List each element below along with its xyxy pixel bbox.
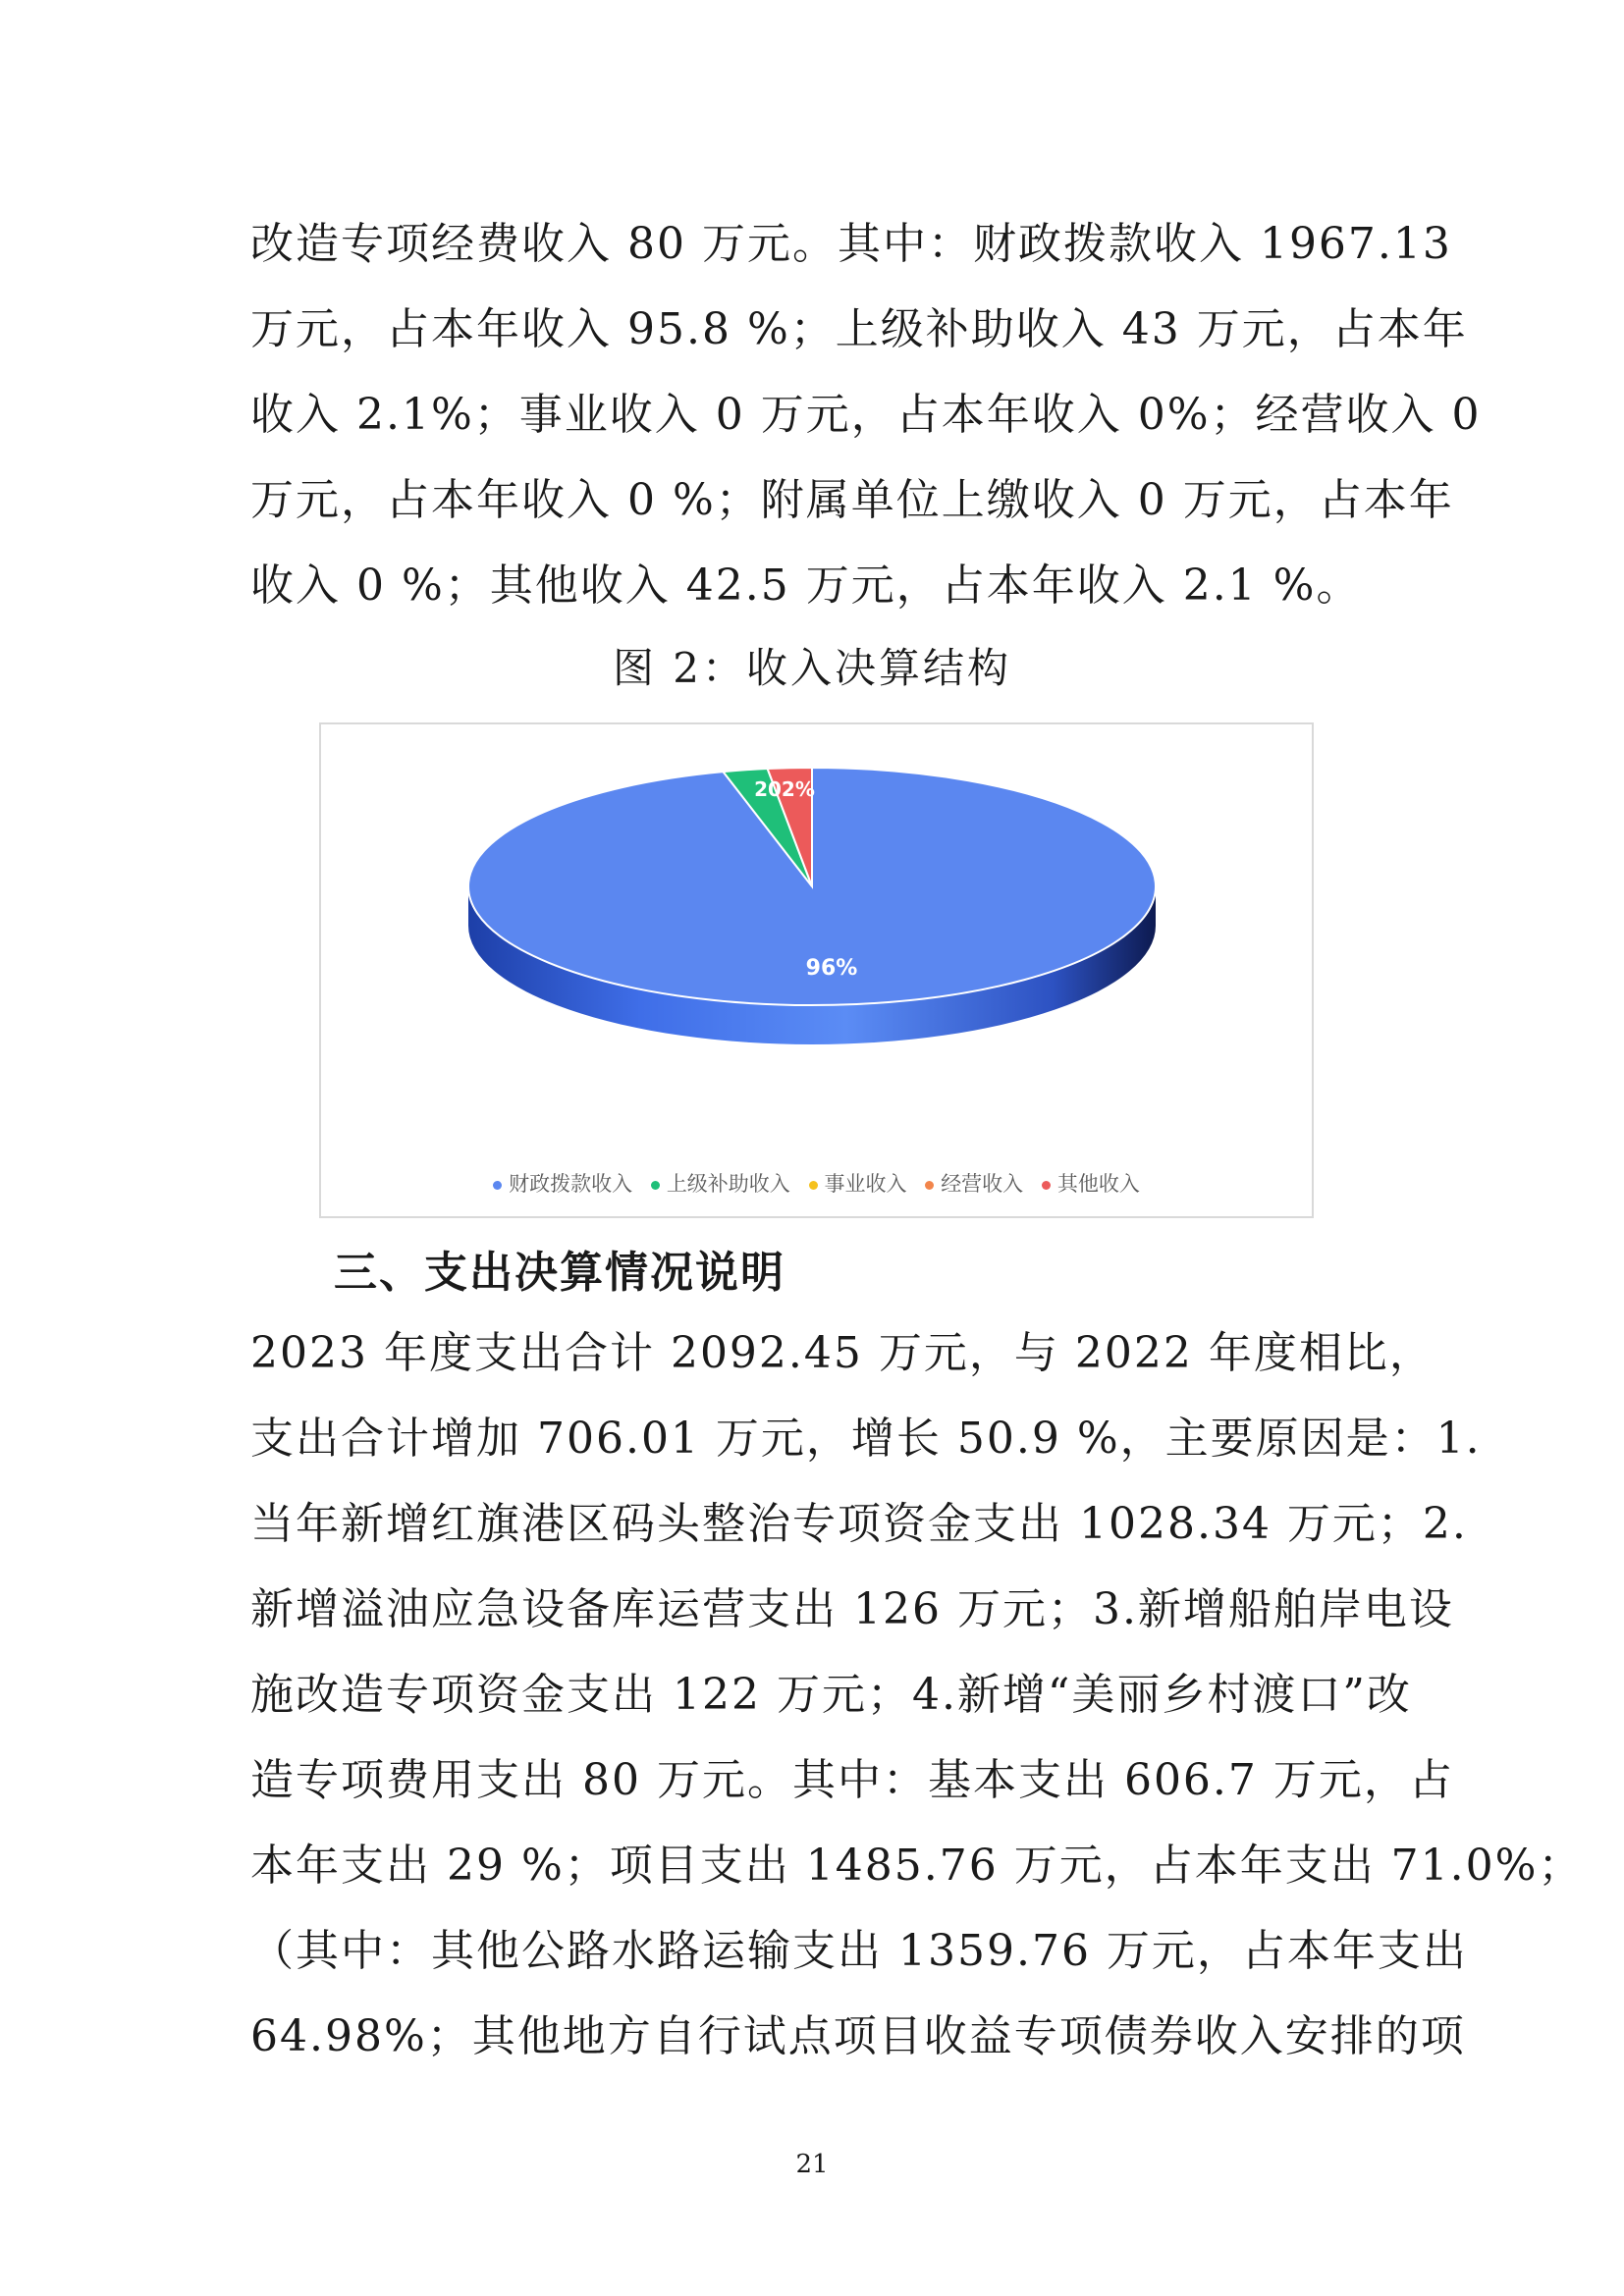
legend-item (925, 1168, 1023, 1198)
legend-swatch (493, 1181, 502, 1190)
pie-chart-svg (321, 724, 1312, 1161)
page-number: 21 (795, 2150, 829, 2179)
text-line: 收入 0 %；其他收入 42.5 万元，占本年收入 2.1 %。 (250, 561, 1362, 611)
text-line: 收入 2.1%；事业收入 0 万元，占本年收入 0%；经营收入 0 (250, 390, 1482, 440)
legend-label: 事业收入 (824, 1172, 907, 1196)
chart-legend (321, 1168, 1312, 1198)
text-line: 64.98%；其他地方自行试点项目收益专项债券收入安排的项 (250, 2011, 1466, 2061)
figure-caption: 图 2：收入决算结构 (612, 644, 1012, 692)
legend-label: 财政拨款收入 (509, 1172, 633, 1196)
legend-label: 上级补助收入 (666, 1172, 790, 1196)
text-line: 本年支出 29 %；项目支出 1485.76 万元，占本年支出 71.0%； (250, 1841, 1584, 1891)
legend-item (651, 1168, 790, 1198)
text-line: （其中：其他公路水路运输支出 1359.76 万元，占本年支出 (250, 1926, 1468, 1976)
text-line: 改造专项经费收入 80 万元。其中：财政拨款收入 1967.13 (250, 219, 1452, 269)
income-paragraph (250, 201, 1482, 628)
legend-label: 其他收入 (1056, 1172, 1140, 1196)
slice-label-overlap: 202% (754, 777, 815, 801)
text-line: 施改造专项资金支出 122 万元；4.新增“美丽乡村渡口”改 (250, 1670, 1412, 1720)
legend-swatch (651, 1181, 660, 1190)
legend-label: 经营收入 (941, 1172, 1024, 1196)
text-line: 当年新增红旗港区码头整治专项资金支出 1028.34 万元；2. (250, 1499, 1468, 1549)
text-line: 支出合计增加 706.01 万元，增长 50.9 %，主要原因是：1. (250, 1414, 1482, 1464)
expenditure-paragraph (250, 1310, 1584, 2079)
legend-swatch (1042, 1181, 1051, 1190)
text-line: 造专项费用支出 80 万元。其中：基本支出 606.7 万元，占 (250, 1755, 1454, 1805)
text-line: 万元，占本年收入 95.8 %；上级补助收入 43 万元，占本年 (250, 304, 1468, 354)
slice-label: 96% (805, 956, 858, 981)
section-heading: 三、支出决算情况说明 (334, 1248, 785, 1298)
text-line: 万元，占本年收入 0 %；附属单位上缴收入 0 万元，占本年 (250, 475, 1454, 525)
income-pie-chart (319, 722, 1314, 1218)
legend-item (1042, 1168, 1140, 1198)
text-line: 2023 年度支出合计 2092.45 万元，与 2022 年度相比， (250, 1328, 1435, 1378)
legend-item (493, 1168, 632, 1198)
text-line: 新增溢油应急设备库运营支出 126 万元；3.新增船舶岸电设 (250, 1584, 1454, 1634)
legend-swatch (925, 1181, 934, 1190)
legend-item (809, 1168, 907, 1198)
legend-swatch (809, 1181, 818, 1190)
